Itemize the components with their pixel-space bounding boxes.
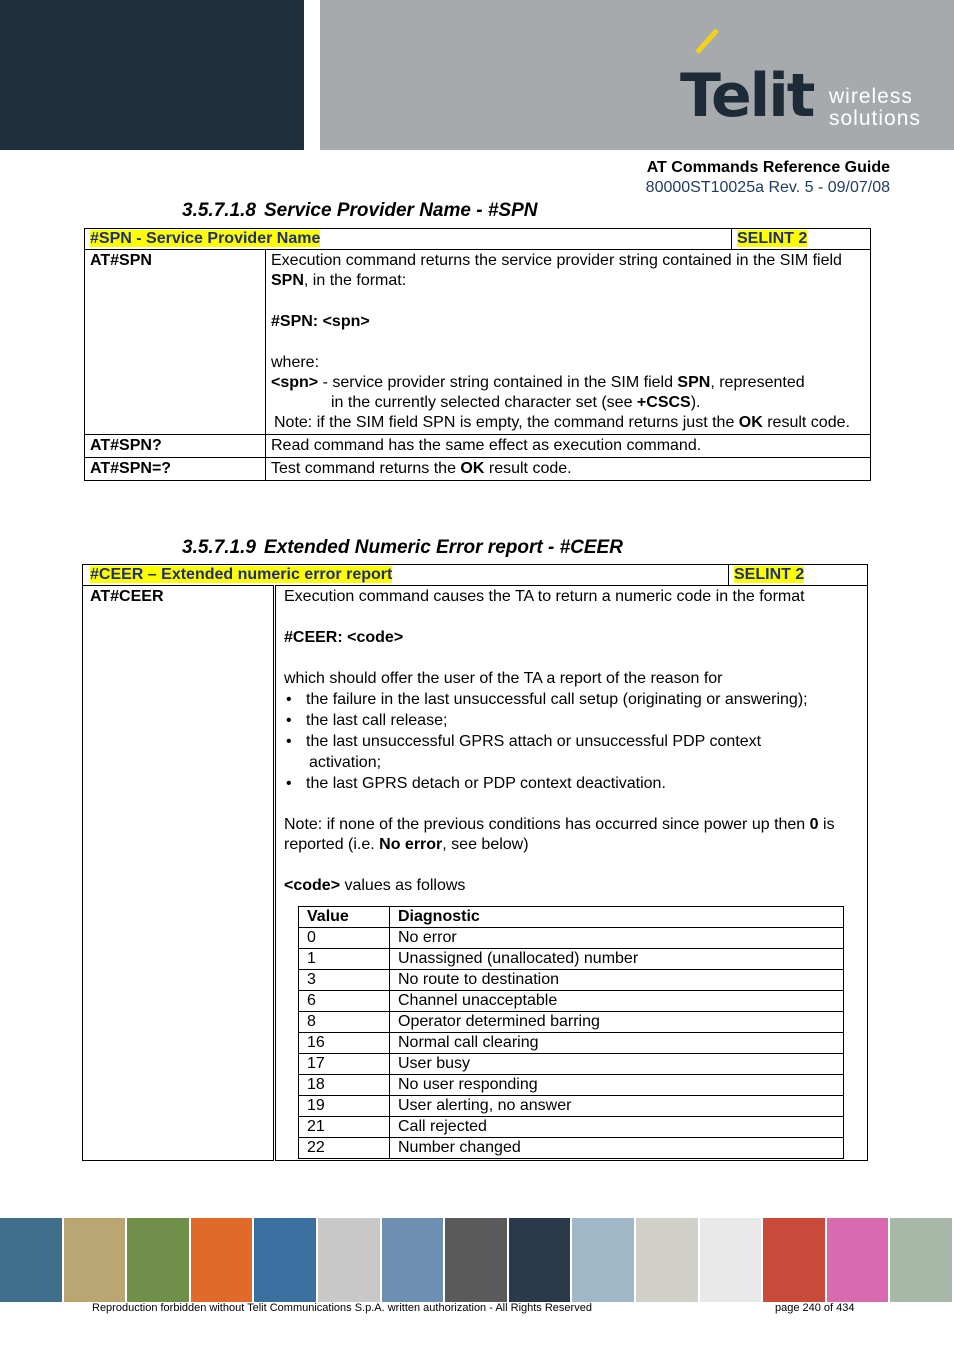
text-bold: 0 [809,816,819,833]
text-bold: SPN [677,374,711,391]
list-item [284,731,859,773]
table-row [299,991,844,1012]
text: Note: if the SIM field SPN is empty, the command returns just the [274,414,739,431]
exec-description [271,251,865,291]
code-value: 8 [299,1012,390,1033]
guide-revision: 80000ST10025a Rev. 5 - 09/07/08 [645,179,890,196]
footer-photo-tile [254,1218,318,1302]
spn-command-table [84,228,871,481]
header-dark-panel [0,0,304,150]
footer-photo-tile [636,1218,700,1302]
list-item: • the last call release; [284,710,859,731]
table-title-cell [85,229,732,250]
code-value: 17 [299,1054,390,1075]
code-diagnostic: Channel unacceptable [390,991,844,1012]
table-row [299,1138,844,1159]
section-number: 3.5.7.1.8 [182,200,256,221]
table-row [299,928,844,949]
command-name: AT#SPN? [85,435,266,458]
code-diagnostic: Normal call clearing [390,1033,844,1054]
footer-photo-strip [0,1218,954,1302]
command-description [266,250,871,435]
text: in the currently selected character set (see [331,394,637,411]
text-bold: OK [738,414,763,431]
response-format: #SPN: <spn> [271,313,370,330]
values-intro [284,876,859,896]
footer-photo-tile [191,1218,255,1302]
param-description [271,373,865,393]
column-header: Diagnostic [390,907,844,928]
text: activation; [309,754,382,771]
code-value: 0 [299,928,390,949]
selint-badge: SELINT 2 [737,230,808,247]
page-number: page 240 of 434 [775,1302,855,1314]
code-value: 6 [299,991,390,1012]
logo-subtitle-line-1: wireless [829,85,913,108]
code-diagnostic: User busy [390,1054,844,1075]
response-format: #CEER: <code> [284,629,404,646]
text: , in the format: [303,272,407,289]
table-row [299,1075,844,1096]
footer-copyright: Reproduction forbidden without Telit Communications S.p.A. written authorization - All Rights Reserved [92,1302,592,1314]
footer-photo-tile [127,1218,191,1302]
logo: Telit [680,61,814,131]
text: , represented [710,374,805,391]
selint-cell [732,229,871,250]
logo-subtitle [829,86,921,130]
footer-photo-tile [572,1218,636,1302]
text: Execution command returns the service provider string contained in the SIM field [271,252,842,269]
intro: which should offer the user of the TA a report of the reason for [284,670,723,687]
command-description: Read command has the same effect as execution command. [266,435,871,458]
text: , see below) [442,836,529,853]
code-value: 22 [299,1138,390,1159]
code-diagnostic: Number changed [390,1138,844,1159]
code-value: 16 [299,1033,390,1054]
code-diagnostic: Operator determined barring [390,1012,844,1033]
text: result code. [484,460,572,477]
code-value: 3 [299,970,390,991]
text-bold: +CSCS [636,394,691,411]
guide-title: AT Commands Reference Guide [646,159,890,176]
logo-subtitle-line-2: solutions [829,107,921,130]
table-row [299,1012,844,1033]
text: the last unsuccessful GPRS attach or unsuccessful PDP context [306,733,762,750]
table-row [299,1033,844,1054]
footer-photo-tile [445,1218,509,1302]
note [284,815,859,855]
section-title: Extended Numeric Error report - #CEER [263,537,623,558]
footer-photo-tile [700,1218,764,1302]
table-title: #SPN - Service Provider Name [90,230,321,247]
code-diagnostic: No route to destination [390,970,844,991]
command-name: AT#SPN [85,250,266,435]
selint-badge: SELINT 2 [734,566,805,583]
command-name: AT#CEER [83,586,275,1161]
reason-list [284,689,859,794]
table-row [299,1096,844,1117]
where-label: where: [271,354,320,371]
footer-photo-tile [64,1218,128,1302]
param-name: <spn> [271,374,319,391]
exec-description: Execution command causes the TA to return a numeric code in the format [284,588,805,605]
list-item: • the failure in the last unsuccessful call setup (originating or answering); [284,689,859,710]
text-bold: OK [460,460,485,477]
code-value: 18 [299,1075,390,1096]
code-diagnostic: User alerting, no answer [390,1096,844,1117]
code-table [298,906,844,1159]
column-header: Value [299,907,390,928]
table-row [299,949,844,970]
text-bold: No error [379,836,443,853]
section-heading-ceer [182,537,623,559]
text: Note: if none of the previous conditions has occurred since power up then [284,816,810,833]
footer-photo-tile [318,1218,382,1302]
param-description-cont [271,393,865,413]
code-diagnostic: No error [390,928,844,949]
footer-photo-tile [763,1218,827,1302]
text-bold: SPN [271,272,304,289]
ceer-command-table [82,564,868,1161]
code-diagnostic: No user responding [390,1075,844,1096]
command-name: AT#SPN=? [85,458,266,481]
footer-photo-tile [890,1218,954,1302]
footer-photo-tile [382,1218,446,1302]
footer-photo-tile [0,1218,64,1302]
note [271,413,865,433]
text: values as follows [340,877,466,894]
section-number: 3.5.7.1.9 [182,537,256,558]
param-name: <code> [284,877,341,894]
list-item: • the last GPRS detach or PDP context deactivation. [284,773,859,794]
code-value: 1 [299,949,390,970]
code-diagnostic: Unassigned (unallocated) number [390,949,844,970]
section-heading-spn [182,200,537,222]
text: ). [690,394,701,411]
selint-cell [729,565,868,586]
table-title: #CEER – Extended numeric error report [90,566,393,583]
command-description [275,586,868,1161]
footer-photo-tile [827,1218,891,1302]
text: - service provider string contained in the SIM field [318,374,678,391]
text: result code. [762,414,850,431]
table-header-row [299,907,844,928]
table-row [299,1054,844,1075]
text: is reported (i.e. [284,816,835,853]
text: Test command returns the [271,460,461,477]
table-row [299,1117,844,1138]
code-value: 19 [299,1096,390,1117]
command-description [266,458,871,481]
code-value: 21 [299,1117,390,1138]
table-title-cell [83,565,729,586]
table-row [299,970,844,991]
code-diagnostic: Call rejected [390,1117,844,1138]
footer-photo-tile [509,1218,573,1302]
section-title: Service Provider Name - #SPN [263,200,538,221]
